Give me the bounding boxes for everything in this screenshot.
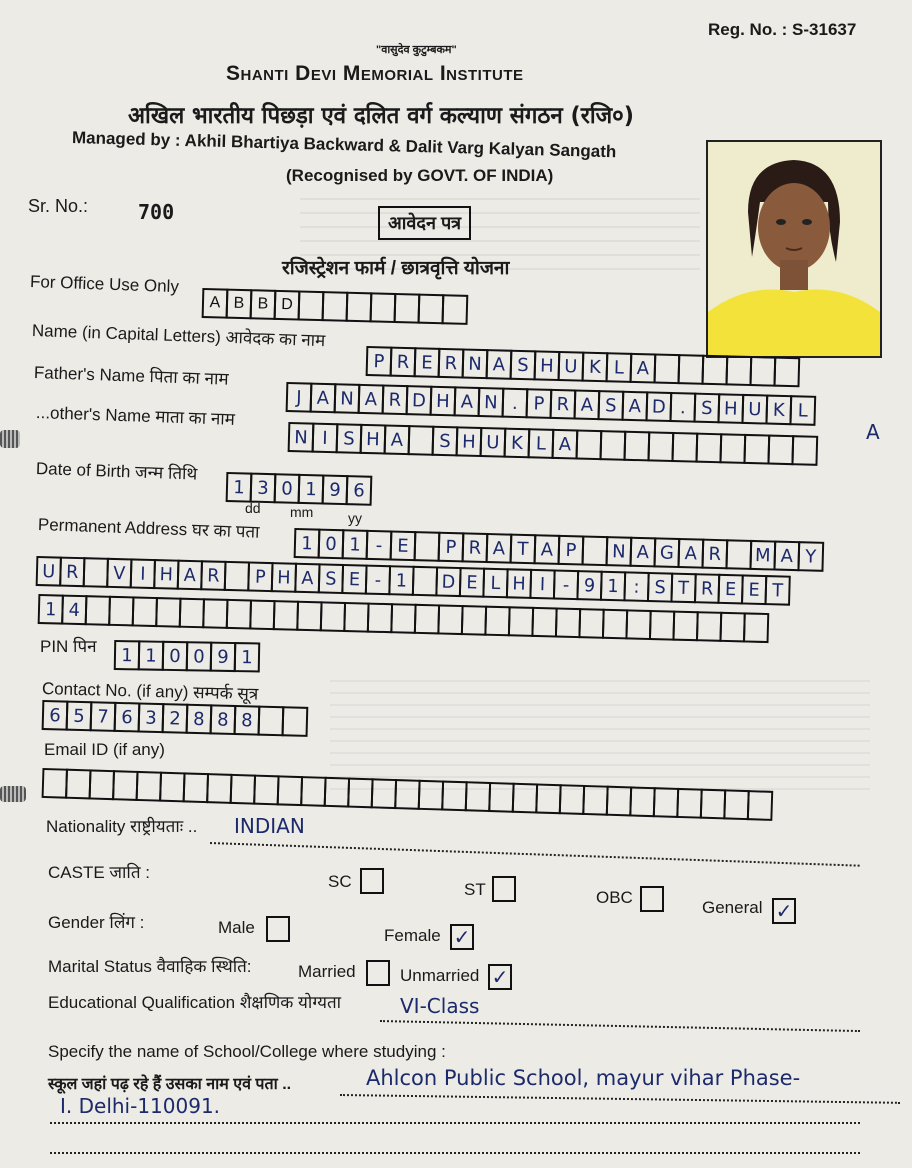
char-box: A [534, 534, 561, 565]
char-box: T [765, 575, 791, 606]
char-box [649, 610, 675, 641]
char-box: G [653, 537, 680, 568]
char-box [65, 769, 91, 800]
char-box: A [454, 386, 481, 417]
char-box: 1 [388, 565, 414, 596]
char-box: A [177, 560, 203, 591]
school-value-line1[interactable]: Ahlcon Public School, mayur vihar Phase- [366, 1066, 801, 1090]
char-box: 0 [186, 641, 213, 671]
marital-unmarried-checkbox[interactable]: ✓ [488, 964, 512, 990]
mother-name-boxes[interactable] [290, 422, 819, 466]
char-box [653, 787, 679, 818]
char-box: 6 [346, 475, 373, 506]
char-box [484, 606, 510, 637]
char-box [159, 772, 185, 803]
nationality-value[interactable]: INDIAN [234, 814, 305, 838]
sr-no-value: 700 [138, 200, 175, 224]
char-box: 0 [162, 641, 189, 671]
char-box: E [741, 574, 767, 605]
char-box: H [534, 350, 561, 381]
char-box [249, 599, 275, 630]
char-box: 1 [226, 472, 253, 503]
char-box [578, 608, 604, 639]
nationality-label: Nationality राष्ट्रीयताः .. [46, 817, 198, 836]
char-box: 9 [322, 474, 349, 505]
char-box: S [336, 423, 363, 454]
char-box: P [366, 346, 393, 377]
bleed-through [330, 680, 870, 790]
char-box: A [294, 563, 320, 594]
char-box: 1 [600, 571, 626, 602]
char-box [441, 781, 467, 812]
char-box [370, 292, 397, 323]
char-box [437, 604, 463, 635]
char-box [743, 612, 769, 643]
char-box: 8 [210, 704, 237, 735]
char-box [602, 609, 628, 640]
clip-mark [0, 430, 20, 448]
char-box [488, 782, 514, 813]
char-box: R [438, 348, 465, 379]
caste-sc-label: SC [328, 872, 352, 891]
char-box [695, 433, 722, 464]
char-box: A [773, 541, 800, 572]
char-box: 1 [38, 594, 64, 625]
char-box: H [717, 393, 744, 424]
pin-label: PIN पिन [40, 637, 97, 656]
caste-sc-checkbox[interactable] [360, 868, 384, 894]
char-box: M [749, 540, 776, 571]
char-box: L [789, 395, 816, 426]
char-box: D [274, 290, 301, 321]
char-box: N [462, 348, 489, 379]
char-box [625, 609, 651, 640]
char-box [647, 431, 674, 462]
char-box: 0 [274, 473, 301, 504]
char-box [725, 355, 752, 386]
form-title: रजिस्ट्रेशन फार्म / छात्रवृत्ति योजना [282, 258, 510, 279]
char-box: U [480, 427, 507, 458]
gender-label: Gender लिंग : [48, 913, 145, 932]
char-box: L [528, 428, 555, 459]
contact-boxes[interactable] [44, 700, 309, 737]
char-box [412, 566, 438, 597]
char-box [767, 435, 794, 466]
sr-no-label: Sr. No.: [28, 196, 89, 216]
char-box [343, 602, 369, 633]
school-value-line2[interactable]: I. Delhi-110091. [60, 1094, 221, 1118]
char-box: S [693, 393, 720, 424]
char-box: H [271, 562, 297, 593]
char-box: A [630, 353, 657, 384]
char-box [512, 783, 538, 814]
char-box [258, 706, 285, 737]
caste-label: CASTE जाति : [48, 863, 150, 882]
char-box: A [629, 537, 656, 568]
institute-name: Shanti Devi Memorial Institute [226, 62, 524, 85]
char-box [555, 607, 581, 638]
char-box: R [462, 532, 489, 563]
school-label: Specify the name of School/College where studying : [48, 1042, 446, 1061]
caste-general-label: General [702, 898, 763, 917]
char-box [253, 775, 279, 806]
char-box: A [621, 391, 648, 422]
char-box [324, 777, 350, 808]
char-box: V [106, 558, 132, 589]
char-box: R [550, 389, 577, 420]
gender-female-label: Female [384, 926, 441, 945]
char-box [629, 786, 655, 817]
char-box: : [623, 571, 649, 602]
char-box: I [130, 558, 156, 589]
char-box: E [414, 347, 441, 378]
char-box: S [647, 572, 673, 603]
char-box: . [502, 388, 529, 419]
char-box: E [717, 574, 743, 605]
char-box [576, 429, 603, 460]
caste-st-checkbox[interactable] [492, 876, 516, 902]
char-box [508, 606, 534, 637]
char-box: B [226, 289, 253, 320]
char-box: A [202, 288, 229, 319]
char-box: - [366, 530, 393, 561]
char-box: N [606, 536, 633, 567]
char-box [531, 607, 557, 638]
char-box: A [486, 533, 513, 564]
char-box [696, 611, 722, 642]
school-line2 [50, 1122, 860, 1124]
char-box [112, 770, 138, 801]
marital-married-label: Married [298, 962, 356, 981]
father-name-boxes[interactable] [288, 382, 817, 426]
char-box [320, 601, 346, 632]
char-box [535, 783, 561, 814]
char-box [108, 596, 134, 627]
char-box: T [670, 573, 696, 604]
father-name-label: Father's Name पिता का नाम [33, 363, 229, 389]
address-label: Permanent Address घर का पता [37, 515, 260, 542]
gender-female-checkbox[interactable]: ✓ [450, 924, 474, 950]
char-box: 6 [42, 700, 69, 731]
char-box [277, 775, 303, 806]
caste-general-checkbox[interactable]: ✓ [772, 898, 796, 924]
char-box [418, 780, 444, 811]
char-box [465, 781, 491, 812]
char-box [202, 598, 228, 629]
name-label: Name (in Capital Letters) आवेदक का नाम [31, 321, 326, 351]
char-box: 1 [342, 529, 369, 560]
marital-label: Marital Status वैवाहिक स्थिति: [48, 957, 252, 976]
char-box [719, 612, 745, 643]
char-box: S [318, 563, 344, 594]
gender-male-checkbox[interactable] [266, 916, 290, 942]
char-box [322, 291, 349, 322]
char-box: 8 [234, 705, 261, 736]
dob-label: Date of Birth जन्म तिथि [35, 459, 198, 484]
char-box: H [360, 424, 387, 455]
char-box: U [558, 351, 585, 382]
application-box: आवेदन पत्र [378, 206, 471, 240]
gender-male-label: Male [218, 918, 255, 937]
char-box: D [645, 391, 672, 422]
char-box [749, 356, 776, 387]
char-box [42, 768, 68, 799]
char-box: K [765, 395, 792, 426]
char-box [132, 596, 158, 627]
char-box: Y [797, 541, 824, 572]
char-box: A [358, 384, 385, 415]
char-box: R [382, 384, 409, 415]
char-box: U [741, 394, 768, 425]
char-box [414, 604, 440, 635]
char-box [414, 531, 441, 562]
char-box [298, 290, 325, 321]
char-box: A [552, 429, 579, 460]
father-name-overflow: A [866, 420, 880, 444]
char-box: 9 [576, 570, 602, 601]
char-box [394, 293, 421, 324]
char-box: R [200, 560, 226, 591]
char-box [700, 789, 726, 820]
char-box: 3 [250, 473, 277, 504]
dob-mm: mm [290, 504, 314, 520]
char-box [85, 595, 111, 626]
marital-married-checkbox[interactable] [366, 960, 390, 986]
char-box: P [558, 535, 585, 566]
applicant-photo [706, 140, 882, 358]
char-box: H [153, 559, 179, 590]
char-box: 1 [298, 474, 325, 505]
org-hindi: अखिल भारतीय पिछड़ा एवं दलित वर्ग कल्याण संगठन (रजि०) [128, 103, 634, 129]
char-box: N [288, 422, 315, 453]
char-box: A [574, 389, 601, 420]
school-line1 [340, 1094, 900, 1104]
char-box: . [669, 392, 696, 423]
char-box: 1 [114, 640, 141, 670]
managed-by: Managed by : Akhil Bhartiya Backward & Dalit Varg Kalyan Sangath [71, 128, 617, 162]
char-box [206, 773, 232, 804]
char-box [676, 788, 702, 819]
char-box: B [250, 289, 277, 320]
char-box [606, 786, 632, 817]
char-box: 5 [66, 701, 93, 732]
char-box: H [430, 386, 457, 417]
school-line3 [50, 1152, 860, 1154]
char-box: 7 [90, 701, 117, 732]
char-box: 6 [114, 702, 141, 733]
char-box: K [504, 428, 531, 459]
caste-obc-label: OBC [596, 888, 633, 907]
char-box [346, 292, 373, 323]
char-box: U [36, 556, 62, 587]
marital-unmarried-label: Unmarried [400, 966, 480, 985]
char-box: I [312, 423, 339, 454]
char-box [442, 294, 469, 325]
nationality-line [210, 842, 860, 867]
caste-obc-checkbox[interactable] [640, 886, 664, 912]
char-box [701, 355, 728, 386]
education-label: Educational Qualification शैक्षणिक योग्यता [48, 993, 342, 1012]
char-box: L [482, 568, 508, 599]
education-line [380, 1020, 860, 1032]
char-box: 1 [138, 640, 165, 670]
char-box: 2 [162, 703, 189, 734]
char-box [654, 353, 681, 384]
motto: "वासुदेव कुटुम्बकम" [376, 44, 457, 56]
char-box [83, 557, 109, 588]
char-box: H [456, 426, 483, 457]
char-box: A [310, 383, 337, 414]
char-box: S [510, 350, 537, 381]
char-box: N [478, 387, 505, 418]
char-box: 3 [138, 702, 165, 733]
char-box [371, 778, 397, 809]
clip-mark [0, 786, 26, 802]
char-box: A [486, 349, 513, 380]
office-use-label: For Office Use Only [29, 272, 180, 297]
char-box: K [582, 352, 609, 383]
char-box: H [506, 568, 532, 599]
char-box [773, 357, 800, 388]
char-box [224, 561, 250, 592]
char-box [226, 599, 252, 630]
char-box [791, 435, 818, 466]
char-box [367, 603, 393, 634]
char-box [136, 771, 162, 802]
char-box [725, 539, 752, 570]
char-box [155, 597, 181, 628]
char-box: P [247, 561, 273, 592]
char-box [89, 769, 115, 800]
char-box: N [334, 383, 361, 414]
char-box: S [598, 390, 625, 421]
char-box [600, 430, 627, 461]
char-box [672, 611, 698, 642]
char-box [300, 776, 326, 807]
char-box: L [606, 352, 633, 383]
char-box: 0 [318, 529, 345, 560]
char-box [582, 785, 608, 816]
char-box [723, 789, 749, 820]
dob-dd: dd [245, 500, 261, 516]
char-box [678, 354, 705, 385]
char-box [559, 784, 585, 815]
mother-name-label: ...other's Name माता का नाम [35, 403, 236, 429]
char-box: 8 [186, 704, 213, 735]
char-box: 1 [234, 642, 261, 672]
char-box [719, 433, 746, 464]
char-box [230, 774, 256, 805]
recognised: (Recognised by GOVT. OF INDIA) [286, 166, 554, 185]
char-box: S [432, 426, 459, 457]
char-box: R [701, 539, 728, 570]
education-value[interactable]: VI-Class [400, 994, 480, 1018]
char-box: I [529, 569, 555, 600]
char-box: R [694, 573, 720, 604]
char-box [623, 431, 650, 462]
char-box [743, 434, 770, 465]
char-box: E [341, 564, 367, 595]
char-box [582, 535, 609, 566]
char-box [273, 600, 299, 631]
char-box [418, 294, 445, 325]
reg-number: Reg. No. : S-31637 [708, 20, 857, 39]
char-box: E [390, 530, 417, 561]
char-box [461, 605, 487, 636]
char-box [671, 432, 698, 463]
char-box: R [390, 347, 417, 378]
char-box [296, 601, 322, 632]
char-box: - [553, 569, 579, 600]
dob-yy: yy [348, 510, 362, 526]
char-box: 9 [210, 642, 237, 672]
char-box: R [59, 557, 85, 588]
char-box [390, 603, 416, 634]
char-box [394, 779, 420, 810]
char-box [282, 706, 309, 737]
char-box: - [365, 565, 391, 596]
office-use-boxes [204, 288, 469, 325]
char-box [183, 772, 209, 803]
char-box [408, 425, 435, 456]
char-box: E [459, 567, 485, 598]
char-box: A [677, 538, 704, 569]
school-label-hindi: स्कूल जहां पढ़ रहे हैं उसका नाम एवं पता .. [48, 1076, 292, 1093]
char-box: A [384, 424, 411, 455]
contact-label: Contact No. (if any) सम्पर्क सूत्र [41, 679, 259, 704]
char-box: P [438, 532, 465, 563]
char-box [179, 598, 205, 629]
email-label: Email ID (if any) [44, 740, 165, 759]
char-box [747, 790, 773, 821]
char-box [347, 778, 373, 809]
char-box: 4 [61, 595, 87, 626]
caste-st-label: ST [464, 880, 486, 899]
char-box: J [286, 382, 313, 413]
char-box: P [526, 388, 553, 419]
pin-boxes[interactable] [116, 640, 261, 673]
char-box: D [406, 385, 433, 416]
char-box: D [435, 566, 461, 597]
char-box: T [510, 534, 537, 565]
char-box: 1 [294, 528, 321, 559]
